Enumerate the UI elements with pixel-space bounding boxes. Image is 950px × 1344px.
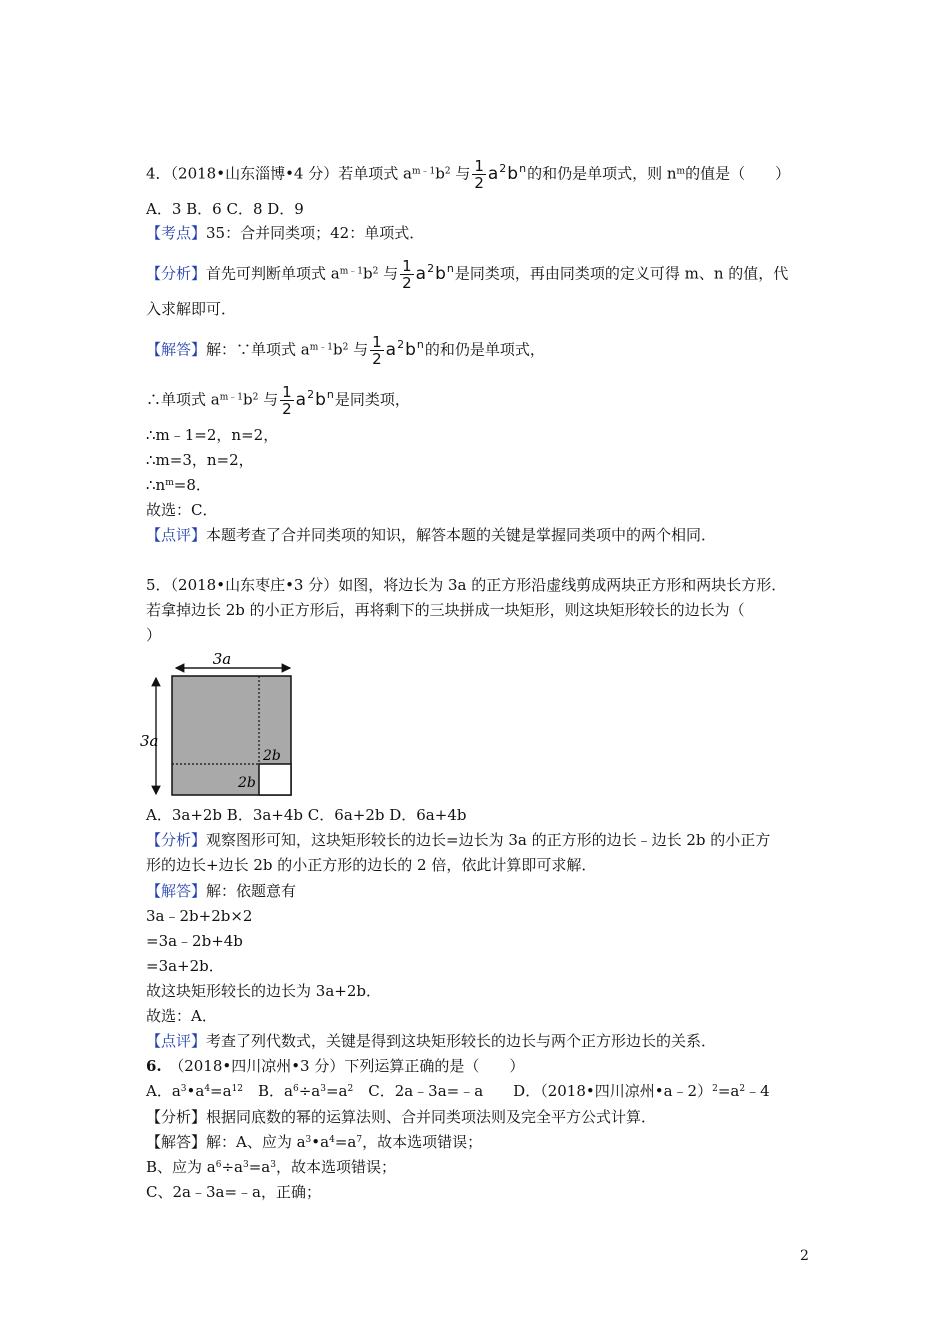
var: b <box>315 389 327 410</box>
text: 解：依题意有 <box>206 882 297 900</box>
q5-choose: 故选：A． <box>146 1007 217 1025</box>
text: ﹣4 <box>745 1082 770 1100</box>
exponent: 2 <box>444 166 451 177</box>
q5-stem-line1: 5．（2018•山东枣庄•3 分）如图，将边长为 3a 的正方形沿虚线剪成两块正方形和两块长方形． <box>146 576 787 594</box>
exponent: 6 <box>292 1084 299 1094</box>
exponent: 2 <box>307 387 316 401</box>
kaodian-tag: 【考点】 <box>146 224 207 242</box>
numerator: 1 <box>402 257 412 275</box>
exponent: n <box>519 161 528 175</box>
exponent: 2 <box>739 1084 746 1094</box>
text: ∴n <box>146 476 166 494</box>
text: ，故本选项错误； <box>275 1158 396 1176</box>
text: =a <box>717 1082 740 1100</box>
q5-fenxi-line2: 形的边长+边长 2b 的小正方形的边长的 2 倍，依此计算即可求解． <box>146 856 597 874</box>
q5-conclusion: 故这块矩形较长的边长为 3a+2b． <box>146 982 381 1000</box>
denominator: 2 <box>474 174 484 192</box>
exponent: 2 <box>252 392 259 403</box>
numerator: 1 <box>372 333 382 351</box>
q6-b-line <box>146 1156 396 1178</box>
q5-dianping <box>146 1030 716 1052</box>
q5-stem-line2: 若拿掉边长 2b 的小正方形后，再将剩下的三块拼成一块矩形，则这块矩形较长的边长为（ <box>146 601 745 619</box>
var: b <box>405 339 417 360</box>
square-figure <box>140 650 300 800</box>
jieda-tag: 【解答】 <box>146 340 207 359</box>
text: 的和仍是单项式， <box>424 340 545 359</box>
var: b <box>435 263 447 284</box>
text: •a <box>186 1082 205 1100</box>
var: a <box>295 389 308 410</box>
exponent: m﹣1 <box>339 266 363 277</box>
fraction-half <box>280 384 294 417</box>
q4-step3: ∴m=3，n=2， <box>146 451 254 469</box>
text: b <box>435 164 445 183</box>
exponent: 4 <box>204 1084 211 1094</box>
exponent: n <box>326 387 335 401</box>
exponent: 3 <box>305 1135 312 1145</box>
text: ÷a <box>221 1158 243 1176</box>
text: 是同类项， <box>334 390 410 409</box>
exponent: n <box>416 337 425 351</box>
denominator: 2 <box>282 400 292 418</box>
text: =a <box>248 1158 271 1176</box>
monomial <box>295 387 335 410</box>
text: B．a <box>243 1082 293 1100</box>
question-number: 6. <box>146 1057 162 1075</box>
q4-stem <box>146 158 790 191</box>
text: A．a <box>146 1082 181 1100</box>
label-top: 3a <box>212 650 232 668</box>
exponent: 2 <box>342 342 349 353</box>
exponent: m <box>165 478 174 488</box>
text: ∴单项式 a <box>146 390 220 409</box>
text: B、应为 a <box>146 1158 216 1176</box>
exponent: 12 <box>231 1084 244 1094</box>
q4-choose: 故选：C． <box>146 501 218 519</box>
text: =a <box>325 1082 348 1100</box>
exponent: 2 <box>372 266 379 277</box>
q4-step4 <box>146 474 211 496</box>
exponent: 4 <box>329 1135 335 1145</box>
exponent: 7 <box>356 1135 363 1145</box>
page-number: 2 <box>800 1248 809 1264</box>
text: =a <box>210 1082 232 1100</box>
label-left: 3a <box>140 732 159 750</box>
text: 观察图形可知，这块矩形较长的边长=边长为 3a 的正方形的边长﹣边长 2b 的小正方 <box>206 831 771 849</box>
monomial <box>487 161 528 184</box>
exponent: 2 <box>397 337 406 351</box>
q5-options: A．3a+2b B．3a+4b C．6a+2b D．6a+4b <box>146 806 467 824</box>
q5-calc1: 3a﹣2b+2b×2 <box>146 907 253 925</box>
fenxi-tag: 【分析】 <box>146 264 207 283</box>
exponent: 3 <box>242 1160 249 1170</box>
numerator: 1 <box>282 383 292 401</box>
exponent: m﹣1 <box>309 342 333 353</box>
dianping-tag: 【点评】 <box>146 526 207 544</box>
q5-fenxi <box>146 829 770 851</box>
exponent: 2 <box>427 261 436 275</box>
q5-calc3: =3a+2b． <box>146 957 224 975</box>
q5-jieda <box>146 880 296 902</box>
exponent: 2 <box>499 161 508 175</box>
jieda-tag: 【解答】 <box>146 882 207 900</box>
text: 35：合并同类项；42：单项式． <box>206 224 425 242</box>
exponent: 6 <box>215 1160 222 1170</box>
exponent: m <box>676 166 686 177</box>
exponent: 3 <box>270 1160 276 1170</box>
text: 是同类项，再由同类项的定义可得 m、n 的值，代 <box>454 264 789 283</box>
exponent: 3 <box>320 1084 326 1094</box>
text: •a <box>311 1133 330 1151</box>
fenxi-tag: 【分析】 <box>146 831 207 849</box>
var: a <box>415 263 428 284</box>
q6-stem <box>146 1055 524 1077</box>
text: 与 <box>450 164 471 183</box>
text: =a <box>334 1133 357 1151</box>
text: 的值是（ ） <box>685 164 791 183</box>
q6-jieda <box>146 1131 482 1153</box>
denominator: 2 <box>402 274 412 292</box>
square-diagram <box>140 650 300 800</box>
exponent: 2 <box>347 1084 354 1094</box>
text: =8． <box>173 476 211 494</box>
var: a <box>487 163 500 184</box>
text: 首先可判断单项式 a <box>206 264 340 283</box>
q6-c-line: C、2a﹣3a=﹣a，正确； <box>146 1183 321 1201</box>
fraction-half <box>370 334 384 367</box>
q4-fenxi <box>146 258 788 291</box>
dianping-tag: 【点评】 <box>146 1032 207 1050</box>
q6-fenxi: 【分析】根据同底数的幂的运算法则、合并同类项法则及完全平方公式计算． <box>146 1108 657 1126</box>
text: （2018•四川凉州•3 分）下列运算正确的是（ ） <box>176 1057 525 1075</box>
text: b <box>242 390 253 409</box>
monomial <box>385 337 425 360</box>
exponent: m﹣1 <box>411 166 436 177</box>
text: 与 <box>348 340 369 359</box>
text: 【解答】解：A、应为 a <box>146 1133 306 1151</box>
text: 与 <box>378 264 399 283</box>
numerator: 1 <box>474 157 484 175</box>
text: ，故本选项错误； <box>362 1133 483 1151</box>
text: 本题考查了合并同类项的知识，解答本题的关键是掌握同类项中的两个相同． <box>206 526 717 544</box>
q5-stem-line3: ） <box>146 626 162 644</box>
var: a <box>385 339 398 360</box>
text: 解：∵单项式 a <box>206 340 310 359</box>
q4-kaodian <box>146 222 424 244</box>
exponent: n <box>446 261 455 275</box>
small-square <box>259 764 291 795</box>
text: 的和仍是单项式，则 n <box>527 164 677 183</box>
fraction-half <box>472 158 486 191</box>
var: b <box>507 163 520 184</box>
q5-calc2: =3a﹣2b+4b <box>146 932 243 950</box>
text: b <box>363 264 373 283</box>
text: C．2a﹣3a=﹣a D．（2018•四川凉州•a﹣2） <box>353 1082 713 1100</box>
q6-options <box>146 1080 770 1102</box>
denominator: 2 <box>372 350 382 368</box>
exponent: 2 <box>712 1084 718 1094</box>
fraction-half <box>400 258 414 291</box>
label-2b-side: 2b <box>238 775 256 791</box>
monomial <box>415 261 455 284</box>
q4-jieda <box>146 334 545 367</box>
text: b <box>333 340 343 359</box>
exponent: m﹣1 <box>219 392 243 403</box>
q4-fenxi-line2: 入求解即可． <box>146 300 237 318</box>
text: 4．（2018•山东淄博•4 分）若单项式 a <box>146 164 412 183</box>
exponent: 3 <box>180 1084 187 1094</box>
q4-options: A．3 B．6 C．8 D．9 <box>146 200 304 218</box>
label-2b-inner: 2b <box>263 748 281 764</box>
q4-dianping <box>146 524 716 546</box>
text: 考查了列代数式，关键是得到这块矩形较长的边长与两个正方形边长的关系． <box>206 1032 717 1050</box>
text: ÷a <box>298 1082 321 1100</box>
q4-step1 <box>146 384 410 417</box>
q4-step2: ∴m﹣1=2，n=2， <box>146 426 279 444</box>
text: 与 <box>258 390 279 409</box>
